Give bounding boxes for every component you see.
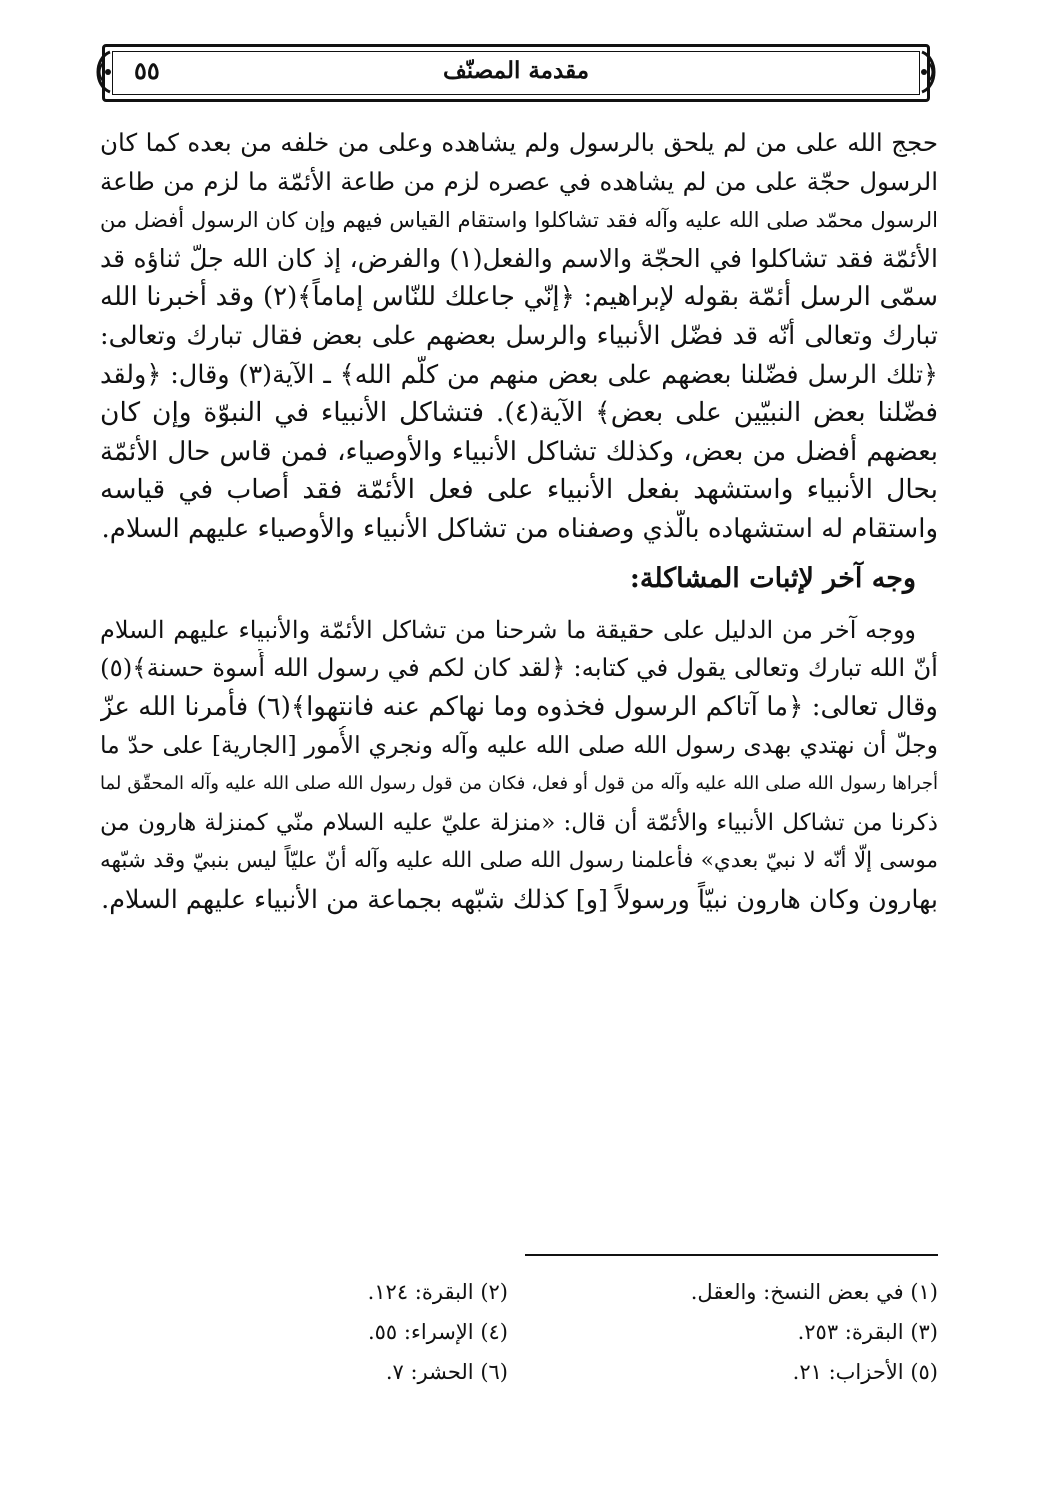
text-line: ذكرنا من تشاكل الأنبياء والأئمّة أن قال: «منزلة عليّ عليه السلام منّي كمنزلة هارون من [100, 809, 938, 836]
footnote: (٥) الأحزاب: ٢١. [792, 1360, 938, 1384]
text-line: فضّلنا بعض النبيّين على بعض﴾ الآية(٤). فتشاكل الأنبياء في النبوّة وإن كان [100, 397, 938, 429]
text-line: بهارون وكان هارون نبيّاً ورسولاً [و] كذلك شبّهه بجماعة من الأنبياء عليهم السلام. [101, 884, 938, 915]
text-line: الرسول حجّة على من لم يشاهده في عصره لزم من طاعة الأئمّة ما لزم من طاعة [100, 166, 938, 196]
text-line: ووجه آخر من الدليل على حقيقة ما شرحنا من تشاكل الأئمّة والأنبياء عليهم السلام [100, 615, 916, 644]
footnote: (٢) البقرة: ١٢٤. [367, 1280, 508, 1304]
text-line: الأئمّة فقد تشاكلوا في الحجّة والاسم والفعل(١) والفرض، إذ كان الله جلّ ثناؤه قد [100, 243, 938, 273]
footnote-row [100, 1312, 938, 1352]
text-line: الرسول محمّد صلى الله عليه وآله فقد تشاكلوا واستقام القياس فيهم وإن كان الرسول أفضل من [100, 208, 938, 233]
text-line: وجلّ أن نهتدي بهدى رسول الله صلى الله عليه وآله ونجري الأُمور [الجارية] على حدّ ما [100, 731, 938, 760]
footnote: (١) في بعض النسخ: والعقل. [690, 1280, 938, 1304]
footnote-row [100, 1272, 938, 1312]
text-line: موسى إلّا أنّه لا نبيّ بعدي» فأعلمنا رسول الله صلى الله عليه وآله أنّ عليّاً ليس بنبيّ وقد شبّهه [100, 848, 938, 874]
text-line: ﴿تلك الرسل فضّلنا بعضهم على بعض منهم من كلّم الله﴾ ـ الآية(٣) وقال: ﴿ولقد [100, 359, 938, 390]
paragraph-2 [100, 611, 938, 920]
footnotes [100, 1272, 938, 1392]
footnote-divider [525, 1254, 938, 1256]
main-text [100, 124, 938, 919]
page-number: ٥٥ [134, 56, 160, 85]
paragraph-1 [100, 124, 938, 549]
chapter-title: مقدمة المصنّف [442, 57, 590, 84]
text-line: سمّى الرسل أئمّة بقوله لإبراهيم: ﴿إنّي جاعلك للنّاس إماماً﴾(٢) وقد أخبرنا الله [100, 282, 938, 313]
footnote: (٣) البقرة: ٢٥٣. [797, 1320, 938, 1344]
text-line: بعضهم أفضل من بعض، وكذلك تشاكل الأنبياء والأوصياء، فمن قاس حال الأئمّة [100, 436, 938, 467]
text-line: وقال تعالى: ﴿ما آتاكم الرسول فخذوه وما نهاكم عنه فانتهوا﴾(٦) فأمرنا الله عزّ [100, 691, 938, 722]
footnote-row [100, 1352, 938, 1392]
text-line: واستقام له استشهاده بالّذي وصفناه من تشاكل الأنبياء والأوصياء عليهم السلام. [101, 513, 938, 544]
text-line: تبارك وتعالى أنّه قد فضّل الأنبياء والرسل بعضهم على بعض فقال تبارك وتعالى: [100, 320, 938, 351]
text-line: بحال الأنبياء واستشهد بفعل الأنبياء على فعل الأئمّة فقد أصاب في قياسه [100, 474, 938, 506]
footnote: (٦) الحشر: ٧. [385, 1360, 508, 1384]
page-header [90, 44, 942, 102]
section-heading: وجه آخر لإثبات المشاكلة: [629, 562, 916, 594]
text-line: أنّ الله تبارك وتعالى يقول في كتابه: ﴿لقد كان لكم في رسول الله أُسوة حسنة﴾(٥) [100, 653, 938, 683]
footnote: (٤) الإسراء: ٥٥. [367, 1320, 508, 1344]
text-line: حجج الله على من لم يلحق بالرسول ولم يشاهده وعلى من خلفه من بعده كما كان [100, 128, 938, 157]
text-line: أجراها رسول الله صلى الله عليه وآله من قول أو فعل، فكان من قول رسول الله صلى الله عليه وآله المحقّق لما [100, 772, 938, 794]
